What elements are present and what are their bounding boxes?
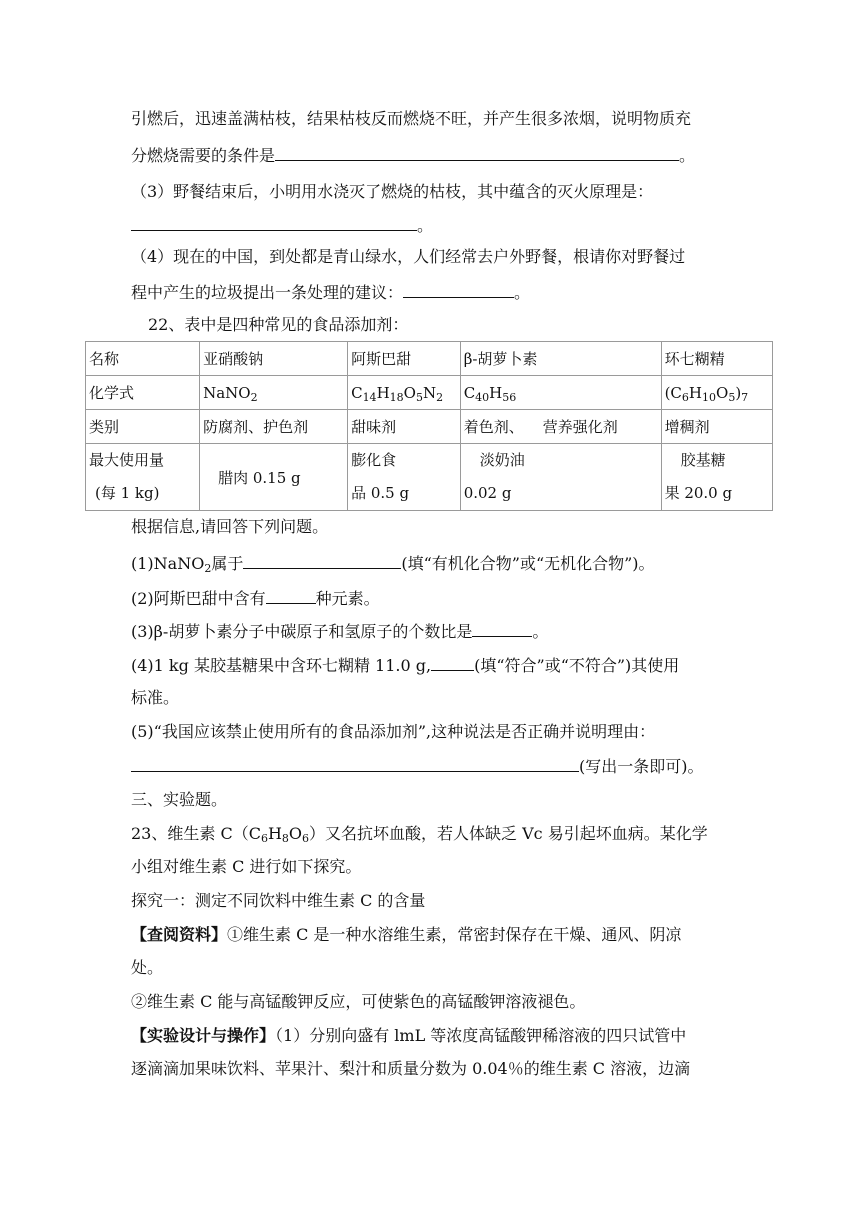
- table-row: [86, 444, 773, 511]
- paragraph-line: 引燃后，迅速盖满枯枝，结果枯枝反而燃烧不旺，并产生很多浓烟，说明物质充: [131, 109, 692, 128]
- table-cell: [86, 444, 200, 511]
- question-line: 处。: [131, 958, 164, 977]
- text: （1）分别向盛有 lmL 等浓度高锰酸钾稀溶液的四只试管中: [275, 1026, 687, 1045]
- text: 。: [417, 216, 434, 235]
- table-cell: [661, 444, 772, 511]
- table-cell: 类别: [86, 410, 200, 444]
- text: 种元素。: [315, 589, 380, 608]
- question-line: [131, 755, 704, 778]
- text: 属于: [211, 554, 244, 573]
- question-line: 逐滴滴加果味饮料、苹果汁、梨汁和质量分数为 0.04％的维生素 C 溶液，边滴: [131, 1059, 691, 1078]
- text: 。: [532, 622, 549, 641]
- answer-blank[interactable]: [472, 620, 532, 637]
- formula-cell: $C_{14}H_{18}O_5N_2$: [348, 376, 461, 410]
- cell-line: 膨化食: [351, 451, 397, 469]
- table-cell: 增稠剂: [661, 410, 772, 444]
- formula-cell: NaNO$_2$: [200, 376, 348, 410]
- paragraph-line: （3）野餐结束后，小明用水浇灭了燃烧的枯枝，其中蕴含的灭火原理是：: [131, 182, 654, 201]
- cell-line: (每 1 kg): [95, 484, 160, 502]
- text: (写出一条即可)。: [579, 757, 704, 776]
- section-title: 三、实验题。: [131, 790, 228, 809]
- table-cell: 甜味剂: [348, 410, 461, 444]
- table-cell: [460, 444, 661, 511]
- answer-blank[interactable]: [403, 281, 514, 298]
- table-cell: 名称: [86, 342, 200, 376]
- question-line: [131, 620, 548, 643]
- table-cell: 着色剂、 营养强化剂: [460, 410, 661, 444]
- question-22: 22、表中是四种常见的食品添加剂：: [148, 315, 409, 334]
- text: (4)1 kg 某胶基糖果中含环七糊精 11.0 g,: [131, 656, 432, 675]
- text: (2)阿斯巴甜中含有: [131, 589, 266, 608]
- section-tag: 【实验设计与操作】: [131, 1026, 276, 1045]
- text: (填“符合”或“不符合”)其使用: [474, 656, 680, 675]
- text: 程中产生的垃圾提出一条处理的建议：: [131, 283, 404, 302]
- question-line: ②维生素 C 能与高锰酸钾反应，可使紫色的高锰酸钾溶液褪色。: [131, 992, 586, 1011]
- formula-cell: $(C_6H_{10}O_5)_7$: [661, 376, 772, 410]
- question-line: 小组对维生素 C 进行如下探究。: [131, 857, 362, 876]
- table-cell: [348, 444, 461, 511]
- text: 。: [679, 146, 696, 165]
- paragraph-line: [131, 214, 433, 237]
- table-cell: β-胡萝卜素: [460, 342, 661, 376]
- question-line: [131, 654, 679, 677]
- question-line: [131, 924, 681, 946]
- cell-line: 果 20.0 g: [664, 484, 733, 502]
- table-cell: 腊肉 0.15 g: [200, 444, 348, 511]
- question-line: [131, 1025, 686, 1047]
- cell-line: 最大使用量: [89, 451, 165, 469]
- food-additive-table: [85, 341, 773, 511]
- section-tag: 【查阅资料】: [131, 925, 228, 944]
- answer-blank[interactable]: [243, 552, 401, 569]
- table-cell: 亚硝酸钠: [200, 342, 348, 376]
- question-line: 23、维生素 $C(C_6H_8O_6)$又名抗坏血酸，若人体缺乏 Vc 易引起坏血病。某化学: [131, 824, 708, 845]
- cell-line: 淡奶油: [479, 451, 525, 469]
- text: 分燃烧需要的条件是: [131, 146, 276, 165]
- text: (填“有机化合物”或“无机化合物”)。: [401, 554, 655, 573]
- cell-line: 品 0.5 g: [351, 484, 410, 502]
- text: ①维生素 C 是一种水溶维生素，常密封保存在干燥、通风、阴凉: [227, 925, 682, 944]
- questions-intro: 根据信息,请回答下列问题。: [131, 517, 329, 536]
- text: (3)β-胡萝卜素分子中碳原子和氢原子的个数比是: [131, 622, 473, 641]
- question-line: (1)NaNO$_2$属于 (填“有机化合物”或“无机化合物”)。: [131, 554, 655, 575]
- cell-line: 胶基糖: [680, 451, 726, 469]
- question-line: 探究一：测定不同饮料中维生素 C 的含量: [131, 891, 426, 910]
- question-line: (5)“我国应该禁止使用所有的食品添加剂”,这种说法是否正确并说明理由：: [131, 722, 656, 741]
- question-line: 标准。: [131, 688, 180, 707]
- formula-cell: $C_{40}H_{56}$: [460, 376, 661, 410]
- cell-line: 0.02 g: [463, 484, 512, 502]
- answer-blank[interactable]: [431, 654, 474, 671]
- text: 23、维生素 C（C: [131, 824, 261, 843]
- table-row: [86, 410, 773, 444]
- paragraph-line: （4）现在的中国，到处都是青山绿水，人们经常去户外野餐，根请你对野餐过: [131, 247, 686, 266]
- question-line: [131, 587, 380, 610]
- text: 。: [514, 283, 531, 302]
- answer-blank[interactable]: [131, 755, 579, 772]
- answer-blank[interactable]: [131, 214, 417, 231]
- answer-blank[interactable]: [266, 587, 316, 604]
- table-cell: 环七糊精: [661, 342, 772, 376]
- table-cell: 阿斯巴甜: [348, 342, 461, 376]
- table-row: [86, 342, 773, 376]
- paragraph-line: [131, 281, 530, 304]
- table-row: [86, 376, 773, 410]
- text: ）又名抗坏血酸，若人体缺乏 Vc 易引起坏血病。某化学: [309, 824, 708, 843]
- answer-blank[interactable]: [275, 144, 679, 161]
- paragraph-line: [131, 144, 695, 167]
- text: (1)NaNO: [131, 554, 205, 573]
- table-cell: 化学式: [86, 376, 200, 410]
- table-cell: 防腐剂、护色剂: [200, 410, 348, 444]
